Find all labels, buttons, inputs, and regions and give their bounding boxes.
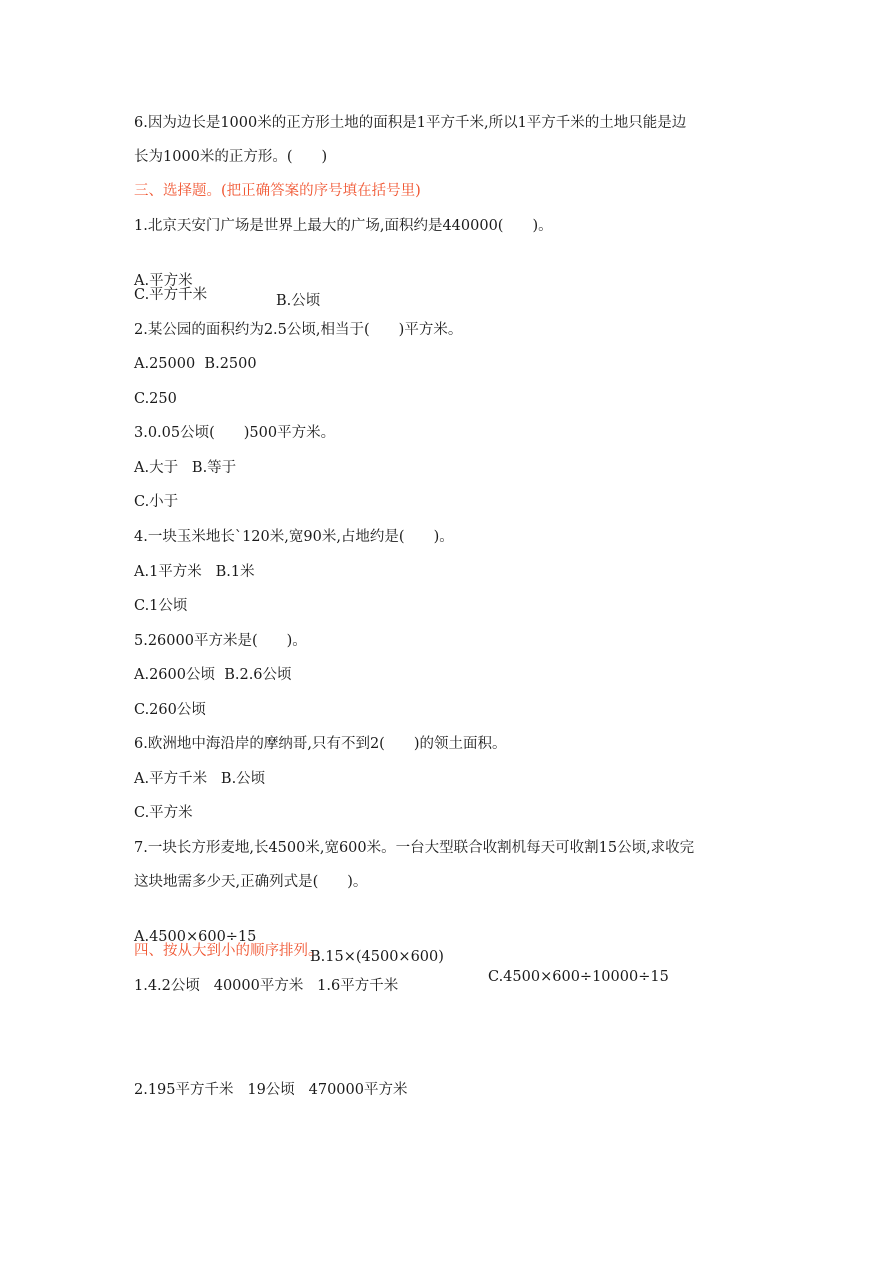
choice-2-options-ab: A.25000 B.2500 — [134, 356, 257, 372]
choice-4-option-c: C.1公顷 — [134, 598, 188, 614]
section-4-heading: 四、按从大到小的顺序排列。 — [134, 943, 323, 959]
choice-7-option-c: C.4500×600÷10000÷15 — [488, 969, 669, 985]
question-6-line-2: 长为1000米的正方形。( ) — [134, 149, 328, 165]
choice-6-option-c: C.平方米 — [134, 805, 193, 821]
choice-2-option-c: C.250 — [134, 391, 177, 407]
choice-6-options-ab: A.平方千米 B.公顷 — [134, 771, 266, 787]
choice-question-7-line-1: 7.一块长方形麦地,长4500米,宽600米。一台大型联合收割机每天可收割15公顷,求收完 — [134, 840, 695, 856]
question-6-line-1: 6.因为边长是1000米的正方形土地的面积是1平方千米,所以1平方千米的土地只能是边 — [134, 115, 687, 131]
choice-question-4: 4.一块玉米地长`120米,宽90米,占地约是( )。 — [134, 529, 454, 545]
choice-question-7-line-2: 这块地需多少天,正确列式是( )。 — [134, 874, 368, 890]
choice-1-option-b: B.公顷 — [276, 293, 321, 309]
choice-question-1: 1.北京天安门广场是世界上最大的广场,面积约是440000( )。 — [134, 218, 553, 234]
choice-1-option-a: A.平方米 — [134, 273, 193, 289]
choice-3-option-c: C.小于 — [134, 494, 179, 510]
choice-question-2: 2.某公园的面积约为2.5公顷,相当于( )平方米。 — [134, 322, 463, 338]
choice-4-options-ab: A.1平方米 B.1米 — [134, 564, 255, 580]
choice-question-3: 3.0.05公顷( )500平方米。 — [134, 425, 336, 441]
choice-5-option-c: C.260公顷 — [134, 702, 206, 718]
choice-3-options-ab: A.大于 B.等于 — [134, 460, 237, 476]
order-item-1: 1.4.2公顷 40000平方米 1.6平方千米 — [134, 978, 399, 994]
choice-5-options-ab: A.2600公顷 B.2.6公顷 — [134, 667, 292, 683]
order-item-2: 2.195平方千米 19公顷 470000平方米 — [134, 1082, 408, 1098]
choice-7-option-b: B.15×(4500×600) — [310, 949, 444, 965]
choice-1-option-c: C.平方千米 — [134, 287, 208, 303]
choice-question-6: 6.欧洲地中海沿岸的摩纳哥,只有不到2( )的领土面积。 — [134, 736, 507, 752]
choice-question-5: 5.26000平方米是( )。 — [134, 633, 307, 649]
section-3-heading: 三、选择题。(把正确答案的序号填在括号里) — [134, 183, 421, 199]
choice-7-option-a: A.4500×600÷15 — [134, 929, 257, 945]
